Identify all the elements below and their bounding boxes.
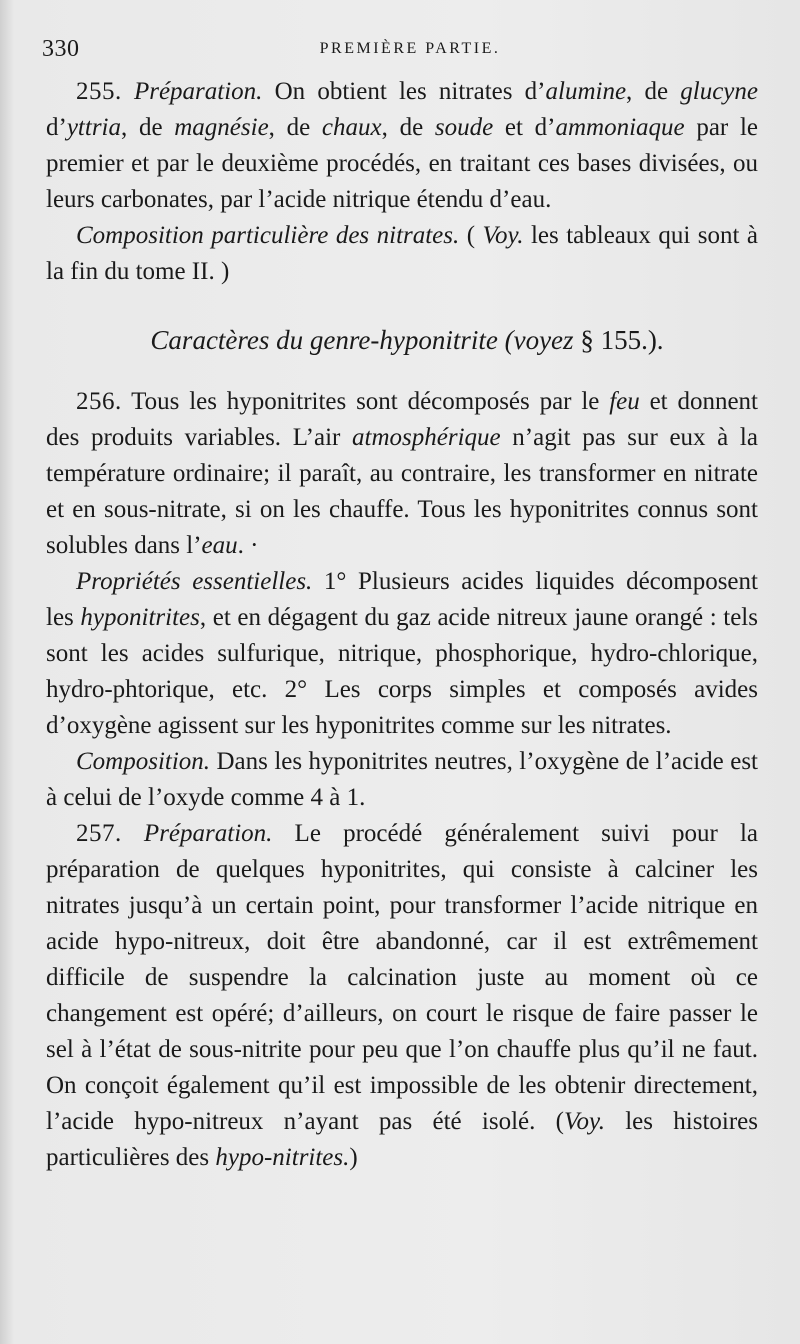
text-run: , et en dégagent du gaz acide nitreux jaune orangé : tels sont les acides sulfurique, nitrique, phosphorique, hydro-chlorique, hydro-phtorique, etc. 2° Les corps simples et composés avides d’oxygène agissent sur les hyponitrites comme sur les nitrates. [46, 604, 758, 739]
term-chaux: chaux [321, 114, 382, 141]
paragraph-composition [46, 744, 758, 816]
text-run: et donnent des produits variables. L’air [46, 388, 758, 451]
paragraph-label: Composition particulière des nitrates. [76, 222, 460, 249]
text-run: d’ [46, 114, 67, 141]
paragraph-number: 255. [76, 78, 122, 105]
text-run: n’agit pas sur eux à la température ordinaire; il paraît, au contraire, les transformer en nitrate et en sous-nitrate, si on les chauffe. Tous les hyponitrites connus sont solubles dans l’ [46, 424, 758, 559]
term-feu: feu [609, 388, 640, 415]
paragraph-label: Propriétés essentielles. [76, 568, 313, 595]
paragraph-proprietes [46, 564, 758, 744]
text-run: ( [459, 222, 483, 249]
paragraph-label: Composition. [76, 748, 211, 775]
term-hyponitrites: hyponitrites [80, 604, 200, 631]
text-run: et d’ [493, 114, 556, 141]
reference-voy: Voy. [482, 222, 524, 249]
section-heading-text: Caractères du genre-hyponitrite (voyez [150, 325, 574, 355]
text-run: Tous les hyponitrites sont décomposés par le [121, 388, 610, 415]
page-number: 330 [42, 36, 80, 62]
paragraph-256 [46, 384, 758, 564]
section-heading [46, 322, 758, 358]
text-run: , de [381, 114, 435, 141]
paragraph-number: 257. [76, 820, 122, 847]
text-run: ) [349, 1144, 358, 1171]
reference-voy: Voy. [563, 1108, 605, 1135]
paragraph-label: Préparation. [143, 820, 273, 847]
text-run: 1° Plusieurs acides liquides décomposent les [46, 568, 758, 631]
term-soude: soude [434, 114, 494, 141]
term-eau: eau [201, 532, 238, 559]
text-run: les histoires particulières des [46, 1108, 758, 1171]
text-run: par le premier et par le deuxième procédés, en traitant ces bases divisées, ou leurs carbonates, par l’acide nitrique étendu d’eau. [46, 114, 758, 213]
term-ammoniaque: ammoniaque [555, 114, 685, 141]
paragraph-257 [46, 816, 758, 1176]
paragraph-label: Préparation. [133, 78, 263, 105]
text-run: , de [121, 114, 175, 141]
text-run: , de [626, 78, 681, 105]
section-heading-reference: § 155.). [573, 325, 664, 355]
text-run: . · [237, 532, 259, 559]
term-hypo-nitrites: hypo-nitrites. [215, 1144, 350, 1171]
term-magnesie: magnésie [174, 114, 269, 141]
term-alumine: alumine [545, 78, 627, 105]
text-run: Dans les hyponitrites neutres, l’oxygène de l’acide est à celui de l’oxyde comme 4 à 1. [46, 748, 758, 811]
text-run: les tableaux qui sont à la fin du tome II. ) [46, 222, 758, 285]
text-run: Le procédé généralement suivi pour la préparation de quelques hyponitrites, qui consiste à calciner les nitrates jusqu’à un certain point, pour transformer l’acide nitrique en acide hypo-nitreux, doit être abandonné, car il est extrêmement difficile de suspendre la calcination juste au moment où ce changement est opéré; d’ailleurs, on court le risque de faire passer le sel à l’état de sous-nitrite pour peu que l’on chauffe plus qu’il ne faut. On conçoit également qu’il est impossible de les obtenir directement, l’acide hypo-nitreux n’ayant pas été isolé. ( [46, 820, 758, 1135]
term-glucyne: glucyne [680, 78, 758, 105]
paragraph-number: 256. [76, 388, 122, 415]
text-run: , de [268, 114, 322, 141]
paragraph-255 [46, 74, 758, 218]
page-body [46, 74, 758, 1176]
term-yttria: yttria [66, 114, 121, 141]
paragraph-composition-nitrates [46, 218, 758, 290]
running-header: PREMIÈRE PARTIE. [319, 40, 501, 57]
text-run: On obtient les nitrates d’ [262, 78, 546, 105]
term-atmospherique: atmosphérique [352, 424, 501, 451]
